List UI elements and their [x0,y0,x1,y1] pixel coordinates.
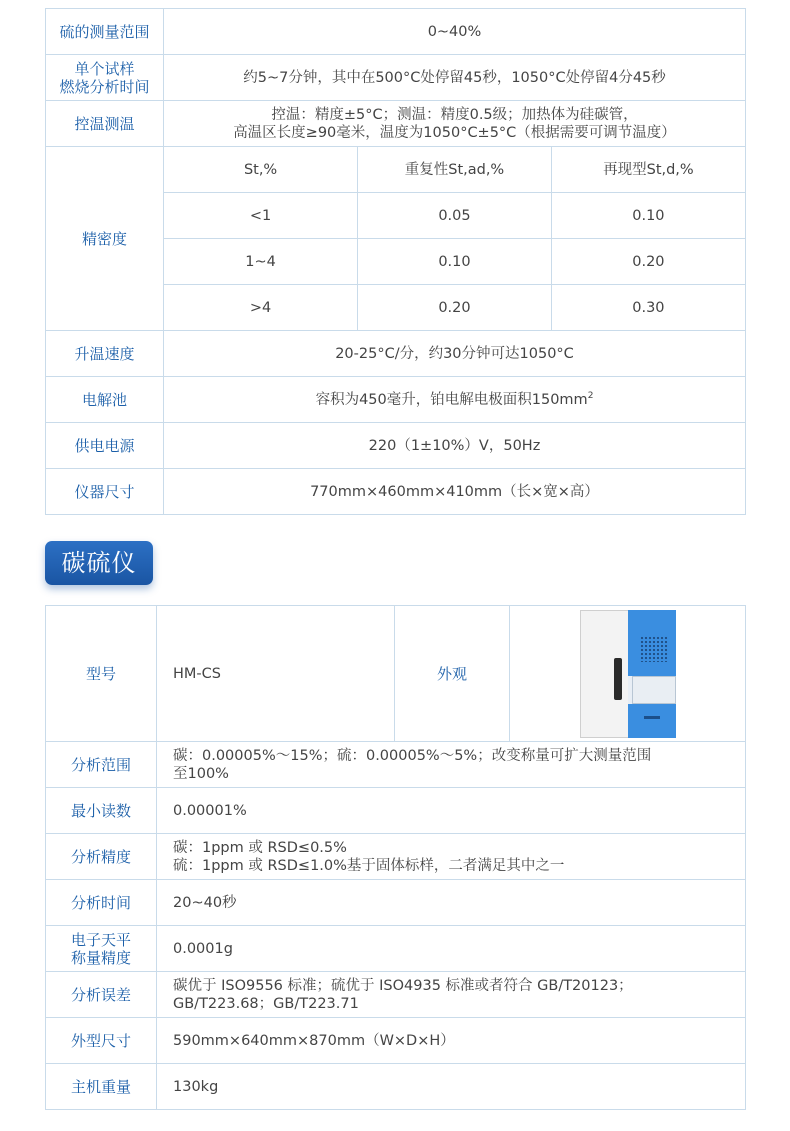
row-value: 0.0001g [157,926,746,972]
label-line: 燃烧分析时间 [59,77,150,96]
model-value: HM-CS [157,606,395,742]
row-label: 升温速度 [46,331,164,377]
row-label [46,55,164,101]
subtable-cell: 1~4 [164,239,358,285]
table-row [46,1064,746,1110]
value-line: 控温：精度±5°C；测温：精度0.5级；加热体为硅碳管， [271,106,638,123]
subtable-header-row [164,147,745,193]
row-value [164,377,746,423]
table-row [46,9,746,55]
carbon-sulfur-spec-table [45,605,746,1110]
model-label: 型号 [46,606,157,742]
subtable-cell: 0.20 [551,239,745,285]
row-label: 最小读数 [46,788,157,834]
subtable-cell: 0.20 [358,285,552,331]
row-label: 外型尺寸 [46,1018,157,1064]
subtable-cell: 0.10 [358,239,552,285]
subtable-row [164,193,745,239]
table-row [46,788,746,834]
appearance-label: 外观 [395,606,510,742]
row-label: 主机重量 [46,1064,157,1110]
table-row [46,331,746,377]
subtable-header: 再现型St,d,% [551,147,745,193]
row-label: 精密度 [46,147,164,331]
row-label: 分析时间 [46,880,157,926]
row-value [157,834,746,880]
row-label: 硫的测量范围 [46,9,164,55]
label-line: 称量精度 [70,948,131,967]
table-row [46,423,746,469]
value-line: GB/T223.68；GB/T223.71 [173,995,359,1012]
subtable-header: St,% [164,147,358,193]
row-label [46,926,157,972]
subtable-cell: 0.05 [358,193,552,239]
subtable-row [164,239,745,285]
table-row [46,377,746,423]
analyzer-device-icon [580,610,676,738]
precision-subtable-cell [164,147,746,331]
subtable-cell: 0.10 [551,193,745,239]
label-line: 单个试样 [74,59,135,78]
row-label: 分析范围 [46,742,157,788]
row-value [164,101,746,147]
row-value: 220（1±10%）V，50Hz [164,423,746,469]
row-value: 约5~7分钟，其中在500°C处停留45秒，1050°C处停留4分45秒 [164,55,746,101]
value-line: 硫：1ppm 或 RSD≤1.0%基于固体标样，二者满足其中之一 [173,857,565,874]
subtable-header: 重复性St,ad,% [358,147,552,193]
value-line: 碳：1ppm 或 RSD≤0.5% [173,839,347,856]
label-line: 电子天平 [70,930,131,949]
row-label: 分析精度 [46,834,157,880]
value-text: 容积为450毫升，铂电解电极面积150mm [315,391,588,408]
precision-row [46,147,746,331]
row-label: 分析误差 [46,972,157,1018]
model-row [46,606,746,742]
table-row [46,880,746,926]
row-value: 590mm×640mm×870mm（W×D×H） [157,1018,746,1064]
row-value: 770mm×460mm×410mm（长×宽×高） [164,469,746,515]
row-value [157,972,746,1018]
table-row [46,834,746,880]
row-value: 0~40% [164,9,746,55]
table-row [46,926,746,972]
row-value [157,742,746,788]
table-row [46,972,746,1018]
row-label: 供电电源 [46,423,164,469]
sulfur-spec-table [45,8,746,515]
row-label: 控温测温 [46,101,164,147]
value-line: 高温区长度≥90毫米，温度为1050°C±5°C（根据需要可调节温度） [233,124,676,141]
row-label: 电解池 [46,377,164,423]
section-title: 碳硫仪 [45,541,153,585]
table-row [46,101,746,147]
subtable-cell: >4 [164,285,358,331]
row-value: 130kg [157,1064,746,1110]
table-row [46,55,746,101]
row-value: 20-25°C/分，约30分钟可达1050°C [164,331,746,377]
value-line: 碳：0.00005%～15%；硫：0.00005%～5%；改变称量可扩大测量范围 [173,747,652,764]
row-label: 仪器尺寸 [46,469,164,515]
superscript: 2 [587,390,594,401]
precision-subtable [164,147,745,330]
subtable-cell: 0.30 [632,299,665,316]
table-row [46,469,746,515]
subtable-row [164,285,745,331]
table-row [46,742,746,788]
subtable-cell: <1 [164,193,358,239]
row-value: 0.00001% [157,788,746,834]
table-row [46,1018,746,1064]
value-line: 至100% [173,765,229,782]
row-value: 20~40秒 [157,880,746,926]
appearance-image-cell [510,606,746,742]
value-line: 碳优于 ISO9556 标准；硫优于 ISO4935 标准或者符合 GB/T20123； [173,977,633,994]
